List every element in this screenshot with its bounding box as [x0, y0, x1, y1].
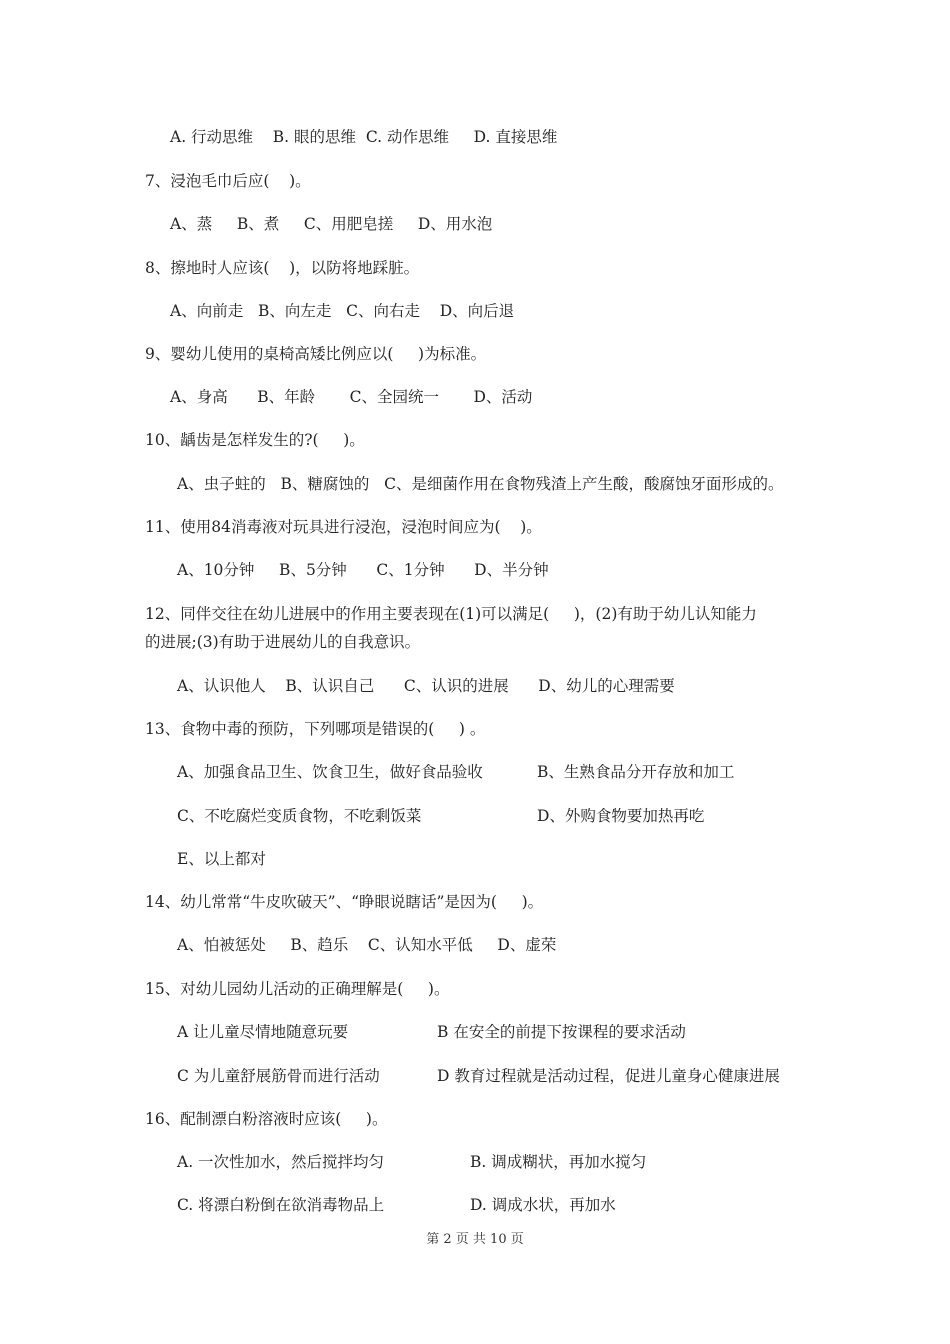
page-footer: 第 2 页 共 10 页: [426, 1232, 524, 1247]
option-q15-c: C 为儿童舒展筋骨而进行活动: [177, 1067, 380, 1085]
options-q9: A、身高 B、年龄 C、全园统一 D、活动: [170, 388, 533, 406]
option-q16-d: D. 调成水状，再加水: [470, 1196, 616, 1214]
options-q11: A、10分钟 B、5分钟 C、1分钟 D、半分钟: [177, 561, 549, 579]
option-q16-c: C. 将漂白粉倒在欲消毒物品上: [177, 1196, 385, 1214]
option-q15-a: A 让儿童尽情地随意玩要: [177, 1023, 349, 1041]
question-15: 15、对幼儿园幼儿活动的正确理解是( )。: [145, 980, 450, 998]
option-q13-b: B、生熟食品分开存放和加工: [537, 763, 735, 781]
option-q13-e: E、以上都对: [177, 850, 266, 868]
options-q14: A、怕被惩处 B、趋乐 C、认知水平低 D、虚荣: [177, 936, 557, 954]
options-q10: A、虫子蛀的 B、糖腐蚀的 C、是细菌作用在食物残渣上产生酸，酸腐蚀牙面形成的。: [177, 475, 784, 493]
option-q16-a: A. 一次性加水，然后搅拌均匀: [177, 1153, 385, 1171]
options-line-q6: A. 行动思维 B. 眼的思维 C. 动作思维 D. 直接思维: [170, 128, 558, 146]
option-q15-b: B 在安全的前提下按课程的要求活动: [437, 1023, 686, 1041]
question-10: 10、龋齿是怎样发生的?( )。: [145, 431, 365, 449]
option-q13-a: A、加强食品卫生、饮食卫生，做好食品验收: [177, 763, 483, 781]
question-12-line1: 12、同伴交往在幼儿进展中的作用主要表现在(1)可以满足( )，(2)有助于幼儿认知能力: [145, 605, 757, 623]
option-q13-d: D、外购食物要加热再吃: [537, 807, 705, 825]
question-7: 7、浸泡毛巾后应( )。: [145, 172, 311, 190]
options-q12: A、认识他人 B、认识自己 C、认识的进展 D、幼儿的心理需要: [177, 677, 675, 695]
options-q8: A、向前走 B、向左走 C、向右走 D、向后退: [170, 302, 515, 320]
question-9: 9、婴幼儿使用的桌椅高矮比例应以( )为标准。: [145, 345, 487, 363]
question-16: 16、配制漂白粉溶液时应该( )。: [145, 1110, 388, 1128]
options-q7: A、蒸 B、煮 C、用肥皂搓 D、用水泡: [170, 215, 493, 233]
question-8: 8、擦地时人应该( )，以防将地踩脏。: [145, 259, 420, 277]
question-12-line2: 的进展;(3)有助于进展幼儿的自我意识。: [145, 633, 421, 651]
question-11: 11、使用84消毒液对玩具进行浸泡，浸泡时间应为( )。: [145, 518, 542, 536]
question-14: 14、幼儿常常“牛皮吹破天”、“睁眼说瞎话”是因为( )。: [145, 893, 544, 911]
option-q15-d: D 教育过程就是活动过程，促进儿童身心健康进展: [437, 1067, 780, 1085]
option-q16-b: B. 调成糊状，再加水搅匀: [470, 1153, 647, 1171]
question-13: 13、食物中毒的预防，下列哪项是错误的( ) 。: [145, 720, 486, 738]
option-q13-c: C、不吃腐烂变质食物，不吃剩饭菜: [177, 807, 422, 825]
